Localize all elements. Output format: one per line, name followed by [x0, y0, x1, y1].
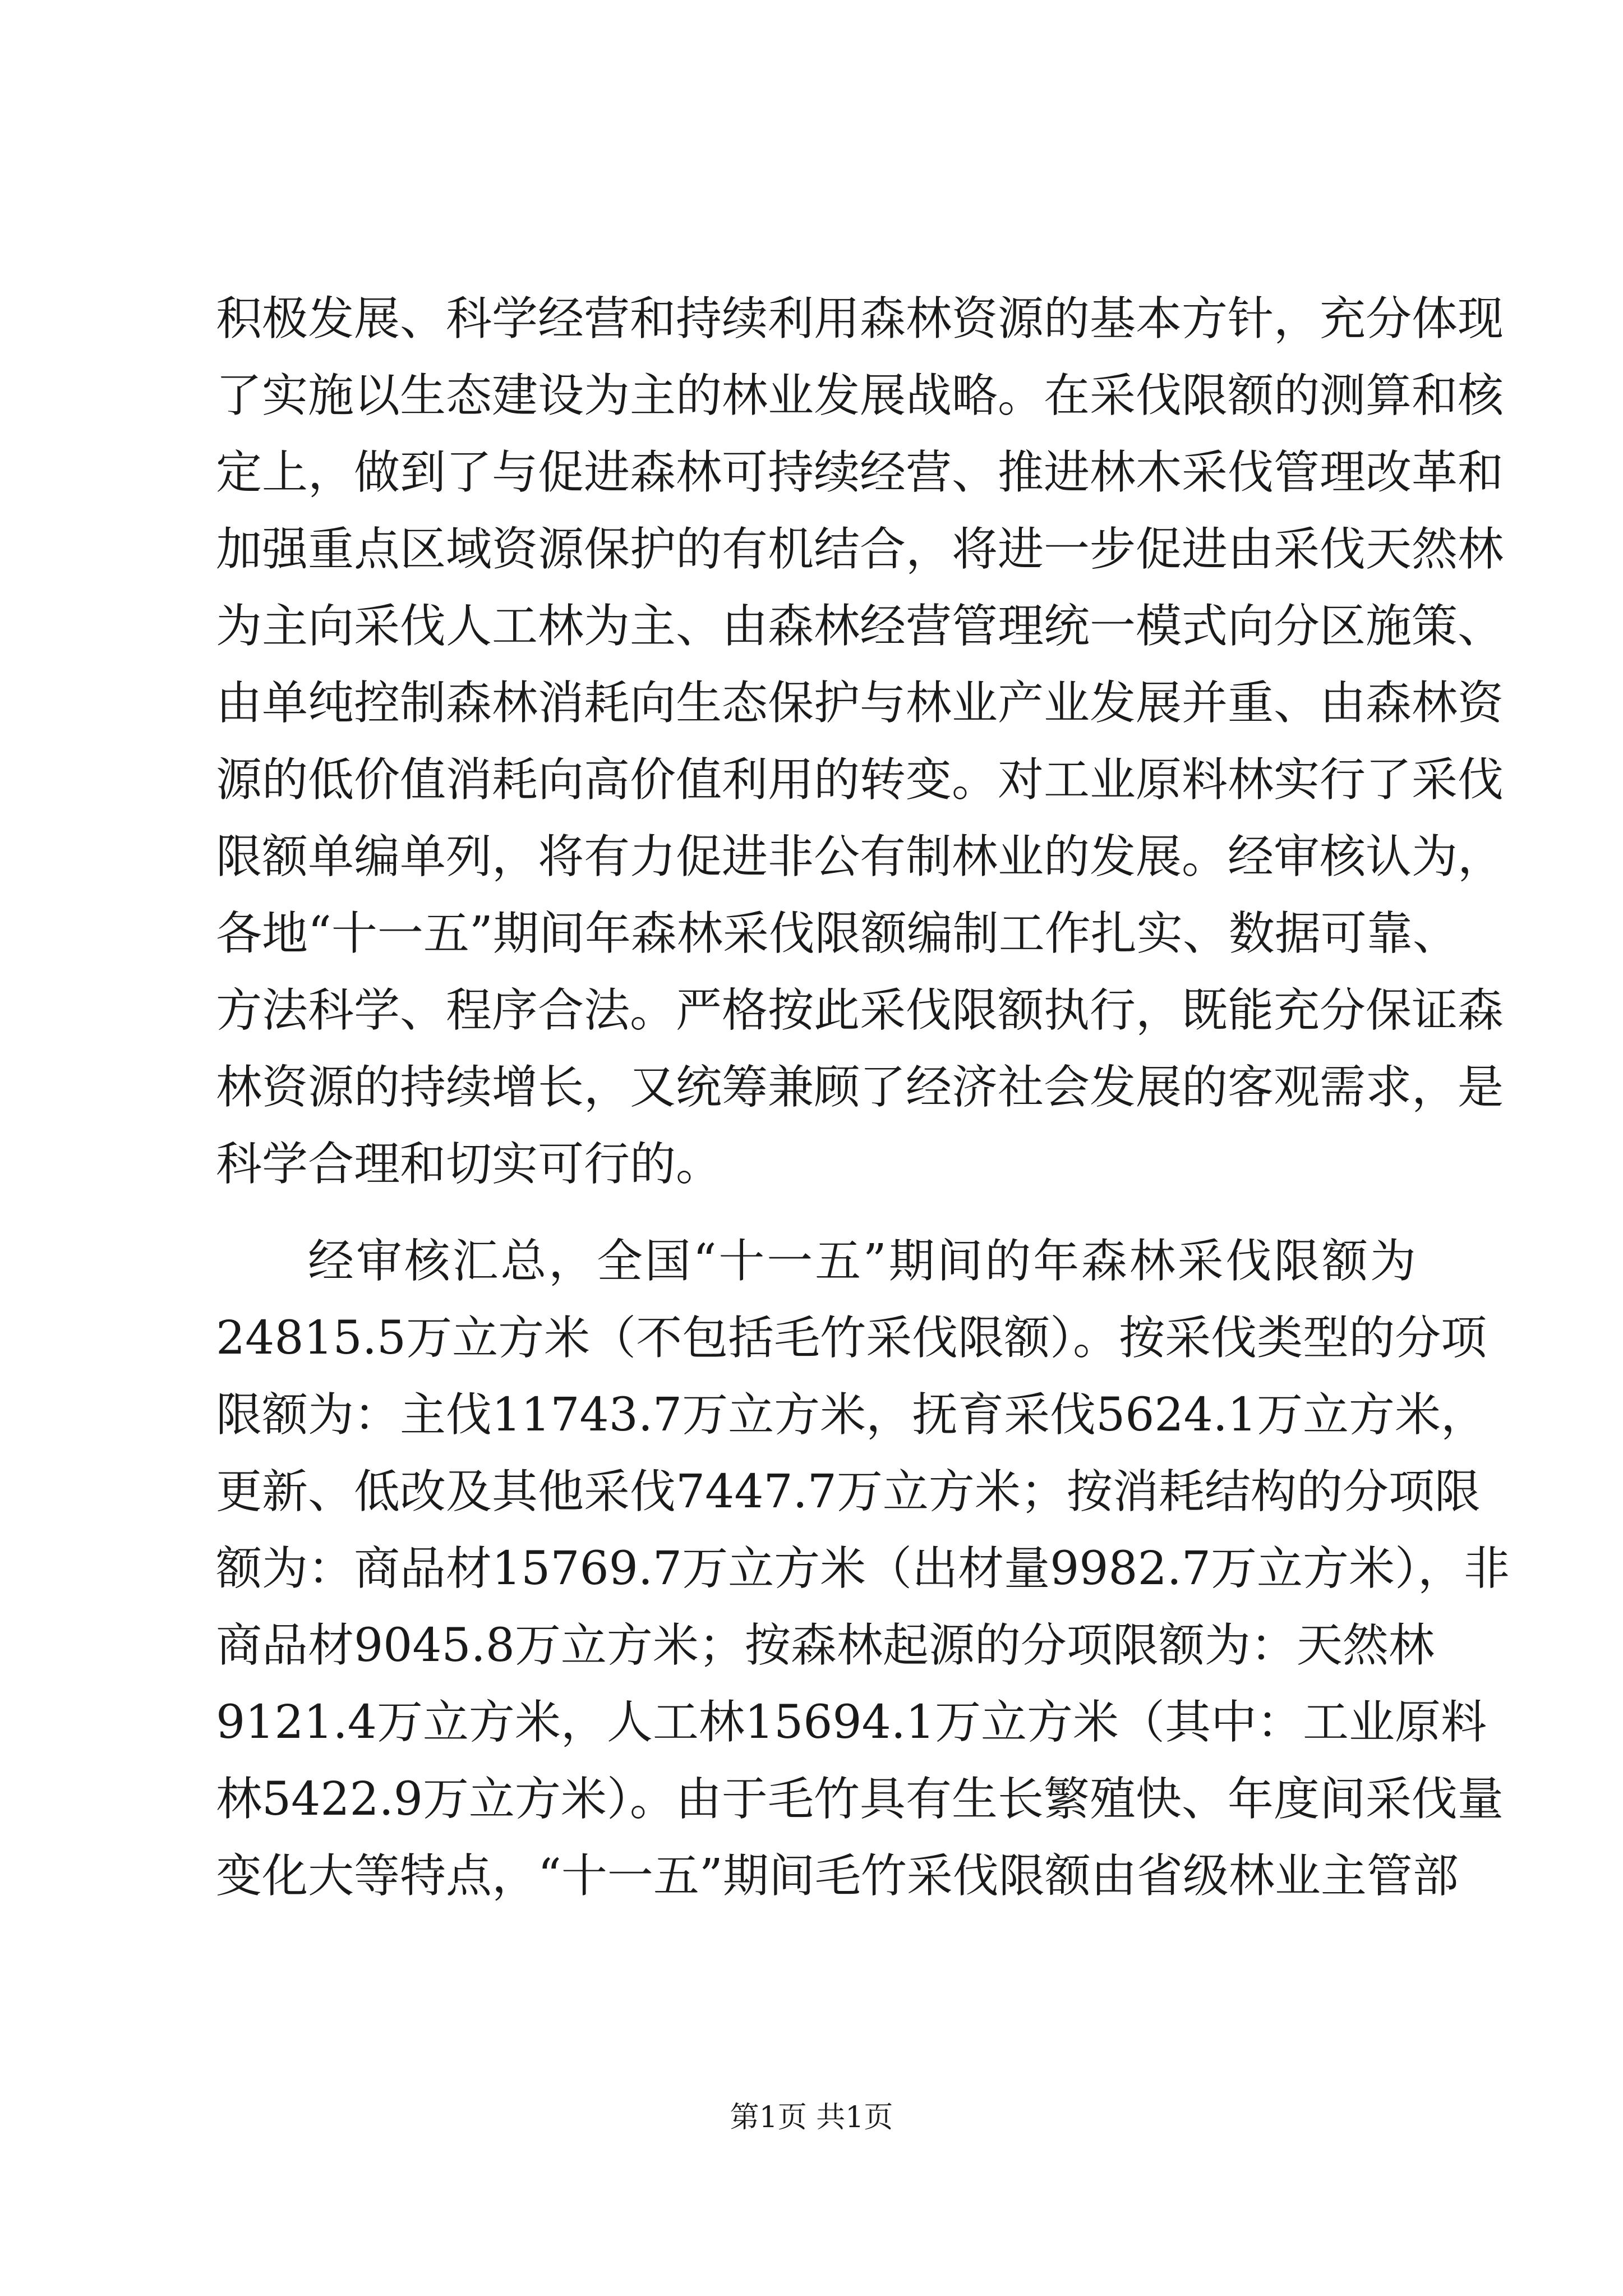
text-line: 限额为：主伐11743.7万立方米，抚育采伐5624.1万立方米， — [216, 1388, 1487, 1442]
text-line: 9121.4万立方米，人工林15694.1万立方米（其中：工业原料 — [216, 1696, 1487, 1749]
text-line: 了实施以生态建设为主的林业发展战略。在采伐限额的测算和核 — [216, 369, 1504, 422]
text-line: 经审核汇总，全国“十一五”期间的年森林采伐限额为 — [308, 1235, 1416, 1288]
text-line: 积极发展、科学经营和持续利用森林资源的基本方针，充分体现 — [216, 292, 1504, 346]
text-line: 额为：商品材15769.7万立方米（出材量9982.7万立方米），非 — [216, 1542, 1510, 1595]
paragraph-2 — [216, 1223, 1510, 1915]
text-line: 源的低价值消耗向高价值利用的转变。对工业原料林实行了采伐 — [216, 753, 1504, 807]
text-line: 更新、低改及其他采伐7447.7万立方米；按消耗结构的分项限 — [216, 1465, 1481, 1519]
text-line: 林资源的持续增长，又统筹兼顾了经济社会发展的客观需求，是 — [216, 1061, 1504, 1114]
text-line: 商品材9045.8万立方米；按森林起源的分项限额为：天然林 — [216, 1619, 1435, 1672]
text-line: 方法科学、程序合法。严格按此采伐限额执行，既能充分保证森 — [216, 984, 1504, 1037]
document-body — [216, 280, 1510, 1915]
text-line: 由单纯控制森林消耗向生态保护与林业产业发展并重、由森林资 — [216, 677, 1504, 730]
text-line: 为主向采伐人工林为主、由森林经营管理统一模式向分区施策、 — [216, 600, 1504, 653]
text-line: 变化大等特点，“十一五”期间毛竹采伐限额由省级林业主管部 — [216, 1849, 1459, 1903]
text-line: 林5422.9万立方米）。由于毛竹具有生长繁殖快、年度间采伐量 — [216, 1773, 1504, 1826]
page-number-footer: 第1页 共1页 — [730, 2101, 893, 2134]
text-line: 加强重点区域资源保护的有机结合，将进一步促进由采伐天然林 — [216, 523, 1504, 576]
paragraph-1 — [216, 280, 1504, 1203]
text-line: 定上，做到了与促进森林可持续经营、推进林木采伐管理改革和 — [216, 446, 1504, 499]
text-line: 各地“十一五”期间年森林采伐限额编制工作扎实、数据可靠、 — [216, 907, 1459, 960]
text-line: 24815.5万立方米（不包括毛竹采伐限额）。按采伐类型的分项 — [216, 1312, 1487, 1365]
text-line: 科学合理和切实可行的。 — [216, 1138, 722, 1191]
text-line: 限额单编单列，将有力促进非公有制林业的发展。经审核认为， — [216, 830, 1504, 884]
